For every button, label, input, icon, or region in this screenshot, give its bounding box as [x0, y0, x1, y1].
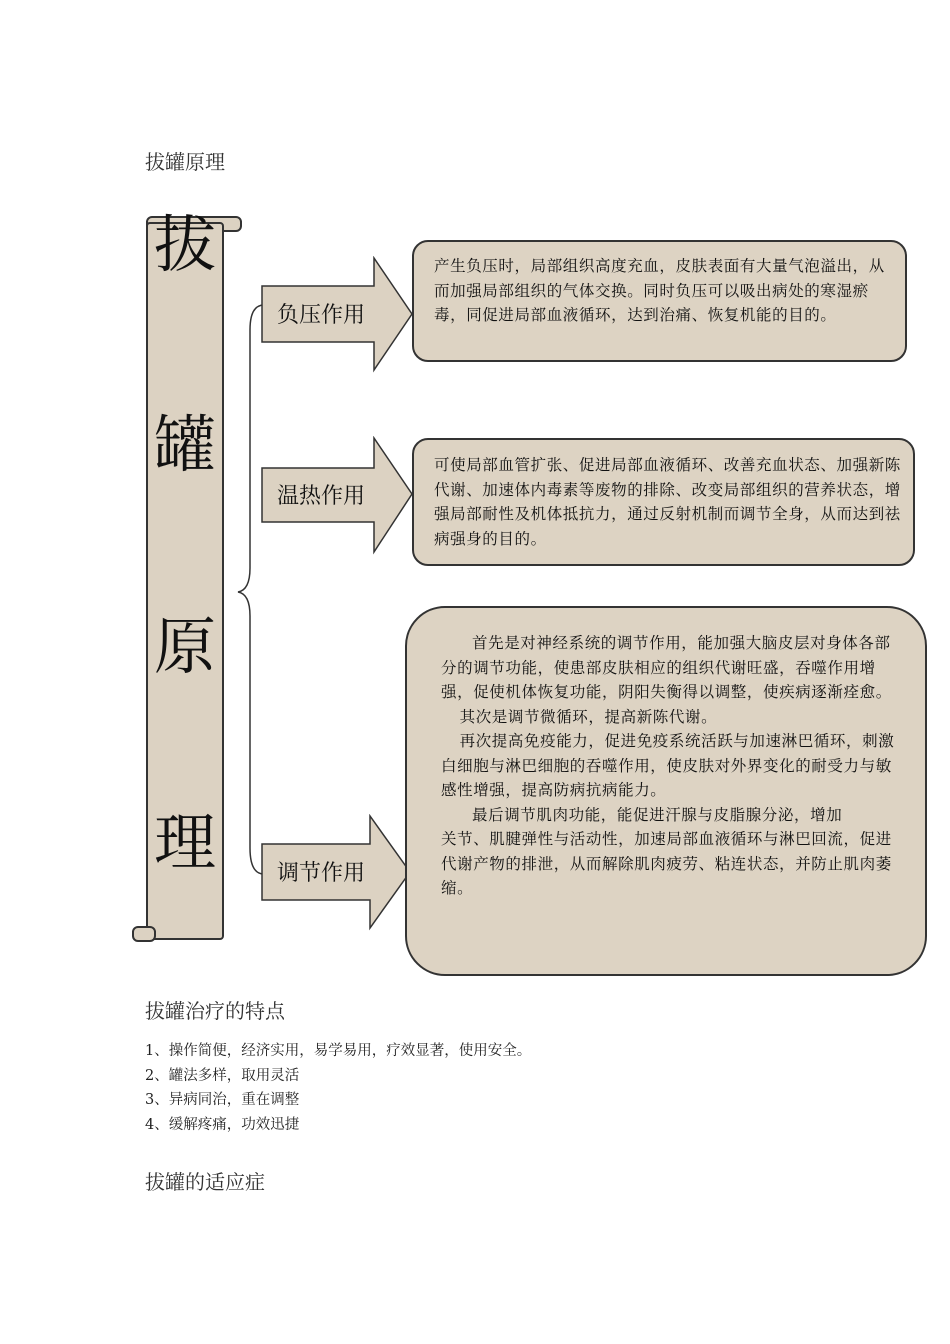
heading-principle: 拔罐原理: [145, 150, 225, 174]
scroll-char-1: 拔: [153, 208, 216, 281]
heading-indications: 拔罐的适应症: [145, 1170, 265, 1194]
arrow-label-negative-pressure: 负压作用: [277, 303, 366, 328]
arrow-label-thermal: 温热作用: [277, 484, 366, 509]
effect-paragraph-4: 最后调节肌肉功能，能促进汗腺与皮脂腺分泌，增加: [472, 805, 843, 824]
scroll-char-4: 理: [153, 806, 216, 879]
effect-box-regulation: [405, 606, 927, 976]
scroll-bottom-curl: [132, 926, 156, 942]
features-list: [145, 1039, 531, 1137]
heading-features: 拔罐治疗的特点: [145, 999, 285, 1023]
effect-paragraph-1: 首先是对神经系统的调节作用，能加强大脑皮层对身体各部分的调节功能，使患部皮肤相应的组织代谢旺盛，吞噬作用增强，促使机体恢复功能，阴阳失衡得以调整，使疾病逐渐痊愈。: [441, 634, 892, 701]
arrow-label-regulation: 调节作用: [277, 861, 366, 886]
scroll-char-2: 罐: [153, 408, 216, 481]
effect-box-thermal: [412, 438, 915, 566]
effect-paragraph-3: 再次提高免疫能力，促进免疫系统活跃与加速淋巴循环，刺激白细胞与淋巴细胞的吞噬作用，使皮肤对外界变化的耐受力与敏感性增强，提高防病抗病能力。: [441, 732, 895, 799]
list-item: 1、操作简便，经济实用，易学易用，疗效显著，使用安全。: [145, 1043, 532, 1059]
list-item: 3、异病同治，重在调整: [145, 1092, 300, 1108]
effect-text: 产生负压时，局部组织高度充血，皮肤表面有大量气泡溢出，从而加强局部组织的气体交换。同时负压可以吸出病处的寒湿瘀毒，同促进局部血液循环，达到治痛、恢复机能的目的。: [434, 257, 885, 324]
effect-paragraph-2: 其次是调节微循环，提高新陈代谢。: [459, 707, 718, 726]
effect-paragraph-5: 关节、肌腱弹性与活动性，加速局部血液循环与淋巴回流，促进代谢产物的排泄，从而解除肌肉疲劳、粘连状态，并防止肌肉萎缩。: [441, 830, 892, 897]
list-item: 2、罐法多样，取用灵活: [145, 1067, 300, 1084]
brace-bracket: [234, 300, 274, 880]
list-item: 4、缓解疼痛，功效迅捷: [145, 1116, 300, 1133]
scroll-char-3: 原: [153, 610, 216, 683]
effect-box-negative-pressure: [412, 240, 907, 362]
effect-text: 可使局部血管扩张、促进局部血液循环、改善充血状态、加强新陈代谢、加速体内毒素等废物的排除、改变局部组织的营养状态，增强局部耐性及机体抵抗力，通过反射机制而调节全身，从而达到祛病强身的目的。: [434, 456, 901, 548]
